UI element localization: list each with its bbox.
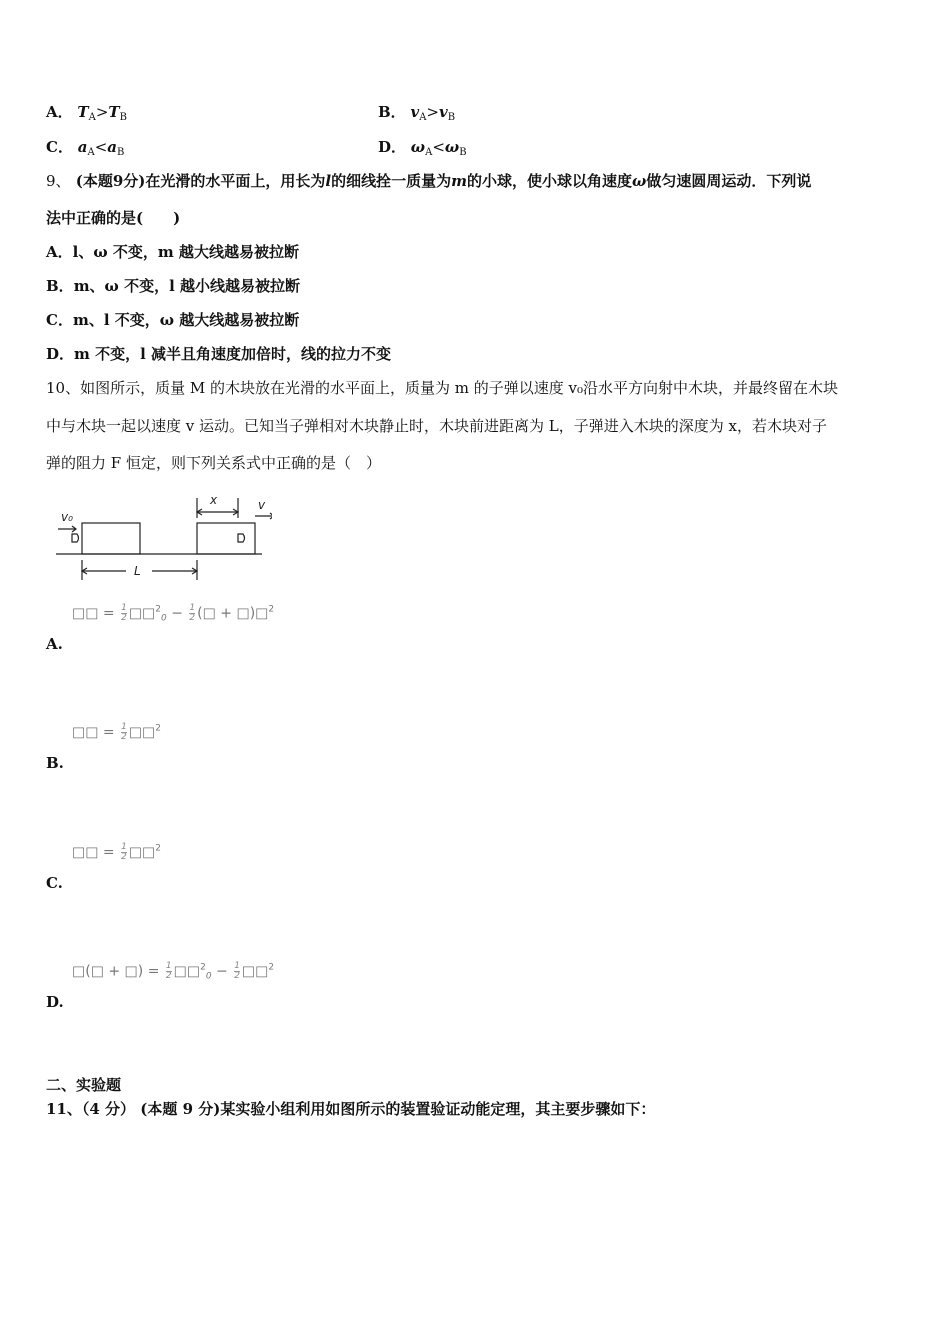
q9-option-b: B．m、ω 不变，l 越小线越易被拉断 bbox=[46, 277, 300, 295]
q9-stem-line1: 9、 (本题9分)在光滑的水平面上，用长为l的细线拴一质量为m的小球，使小球以角速度ω做匀速圆周运动．下列说 bbox=[46, 172, 812, 190]
q10-option-c-label: C. bbox=[46, 874, 63, 892]
q9-stem-line2: 法中正确的是( ) bbox=[46, 209, 181, 227]
block-initial bbox=[82, 523, 140, 554]
q8-option-d: D． $\omega_A<\omega_B$ bbox=[378, 138, 467, 158]
q8-option-a: A． $T_A>T_B$ bbox=[46, 103, 127, 123]
L-label: L bbox=[134, 564, 141, 578]
q10-stem-line2: 中与木块一起以速度 v 运动。已知当子弹相对木块静止时，木块前进距离为 L，子弹进入木块的深度为 x，若木块对子 bbox=[46, 417, 827, 435]
section-heading: 二、实验题 bbox=[46, 1076, 122, 1094]
bullet-block-figure bbox=[52, 492, 272, 582]
q8-option-c: C． $a_A<a_B$ bbox=[46, 138, 125, 158]
q10-formula-c: □□ = $\frac{1}{2}$ □□$^2$ bbox=[72, 842, 162, 862]
v0-label: v₀ bbox=[61, 510, 73, 524]
bullet-initial bbox=[72, 534, 79, 542]
q10-formula-a: □□ = $\frac{1}{2}$ □□$^2_0$ − $\frac{1}{2}$ (□ + □)□$^2$ bbox=[72, 603, 275, 624]
q9-option-c: C．m、l 不变，ω 越大线越易被拉断 bbox=[46, 311, 300, 329]
q8-option-b: B． $v_A>v_B$ bbox=[378, 103, 456, 123]
q10-formula-d: □(□ + □) = $\frac{1}{2}$ □□$^2_0$ − $\frac{1}{2}$ □□$^2$ bbox=[72, 961, 275, 982]
q10-option-d-label: D. bbox=[46, 993, 64, 1011]
v-label: v bbox=[258, 498, 266, 512]
q10-stem-line3: 弹的阻力 F 恒定，则下列关系式中正确的是（ ） bbox=[46, 454, 381, 472]
x-label: x bbox=[210, 493, 218, 507]
block-final bbox=[197, 523, 255, 554]
q10-option-b-label: B. bbox=[46, 754, 64, 772]
q10-formula-b: □□ = $\frac{1}{2}$ □□$^2$ bbox=[72, 722, 162, 742]
q10-stem-line1: 10、如图所示，质量 M 的木块放在光滑的水平面上，质量为 m 的子弹以速度 v₀沿水平方向射中木块，并最终留在木块 bbox=[46, 379, 839, 397]
q9-option-a: A．l、ω 不变，m 越大线越易被拉断 bbox=[46, 243, 299, 261]
bullet-final bbox=[238, 534, 245, 542]
q11-stem: 11、（4 分） (本题 9 分)某实验小组利用如图所示的装置验证动能定理，其主要步骤如下： bbox=[46, 1100, 656, 1118]
q10-option-a-label: A. bbox=[46, 635, 63, 653]
q9-option-d: D．m 不变，l 减半且角速度加倍时，线的拉力不变 bbox=[46, 345, 392, 363]
